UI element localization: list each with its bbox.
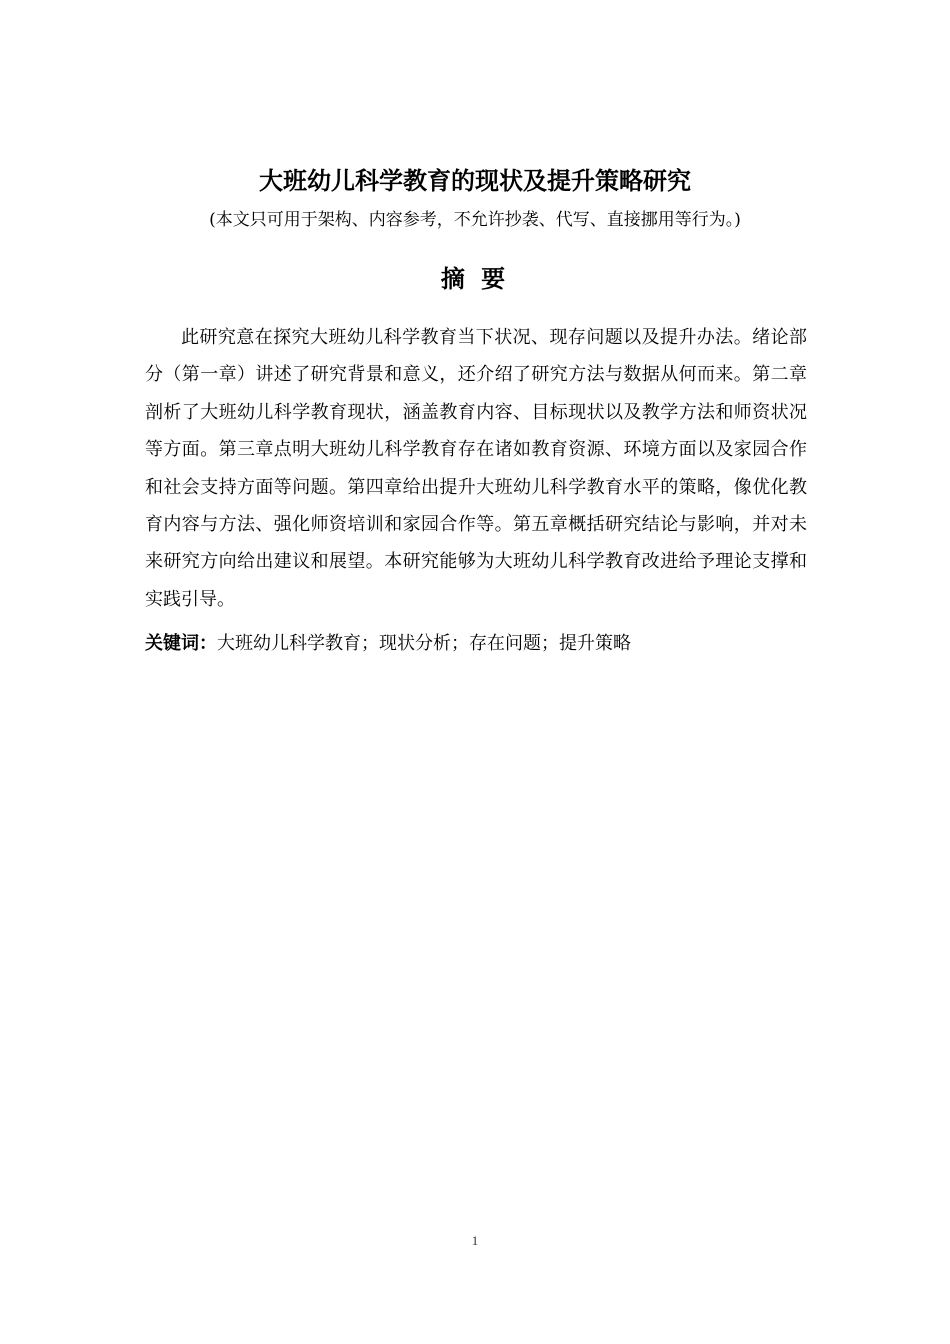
- abstract-heading: 摘 要: [440, 265, 510, 293]
- document-title: 大班幼儿科学教育的现状及提升策略研究: [259, 167, 691, 195]
- keywords-value: 大班幼儿科学教育；现状分析；存在问题；提升策略: [217, 633, 631, 654]
- keywords-line: [145, 627, 807, 661]
- usage-notice: (本文只可用于架构、内容参考，不允许抄袭、代写、直接挪用等行为。): [209, 210, 741, 230]
- page-number: 1: [471, 1233, 479, 1248]
- keywords-label: 关键词：: [145, 633, 217, 654]
- abstract-body: 此研究意在探究大班幼儿科学教育当下状况、现存问题以及提升办法。绪论部分（第一章）讲述了研究背景和意义，还介绍了研究方法与数据从何而来。第二章剖析了大班幼儿科学教育现状，涵盖教育内容、目标现状以及教学方法和师资状况等方面。第三章点明大班幼儿科学教育存在诸如教育资源、环境方面以及家园合作和社会支持方面等问题。第四章给出提升大班幼儿科学教育水平的策略，像优化教育内容与方法、强化师资培训和家园合作等。第五章概括研究结论与影响，并对未来研究方向给出建议和展望。本研究能够为大班幼儿科学教育改进给予理论支撑和实践引导。: [145, 327, 807, 610]
